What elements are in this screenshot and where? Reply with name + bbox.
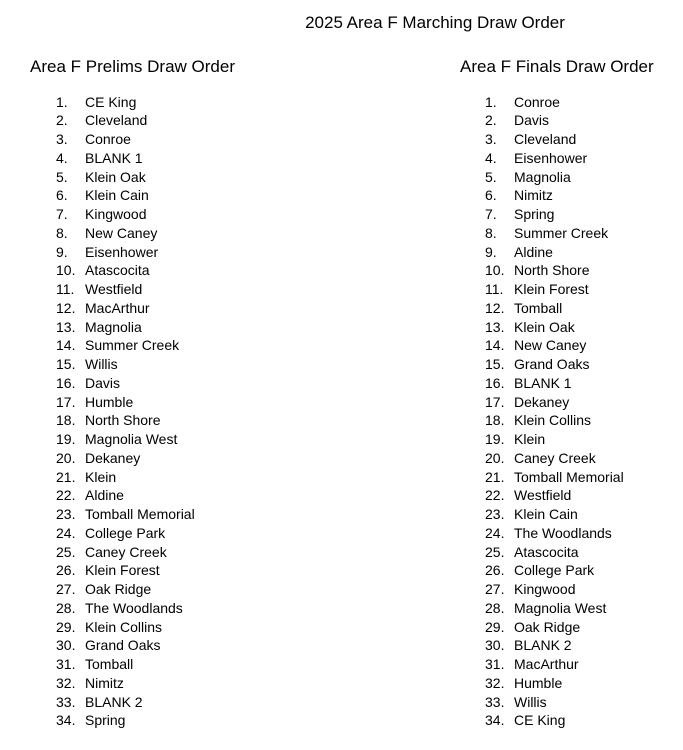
row-number: 21.	[485, 468, 505, 485]
school-name: Atascocita	[514, 543, 579, 560]
school-name: Tomball Memorial	[85, 506, 195, 522]
draw-order-row	[485, 486, 624, 505]
school-name: Westfield	[514, 487, 572, 504]
school-name: Humble	[514, 674, 563, 691]
draw-order-row	[56, 618, 195, 637]
school-name: Spring	[514, 206, 555, 222]
school-name: Klein Collins	[514, 412, 592, 429]
draw-order-row	[485, 318, 624, 337]
draw-order-row	[56, 280, 195, 299]
row-number: 33.	[485, 693, 505, 710]
row-number: 22.	[56, 487, 76, 504]
row-number: 17.	[485, 393, 505, 410]
row-number: 1.	[56, 93, 68, 110]
school-name: College Park	[514, 562, 595, 579]
draw-order-row	[56, 468, 195, 487]
finals-draw-list	[485, 93, 624, 731]
row-number: 34.	[56, 712, 76, 729]
draw-order-row	[56, 655, 195, 674]
draw-order-row	[56, 524, 195, 543]
school-name: Summer Creek	[514, 224, 609, 241]
row-number: 27.	[485, 581, 505, 597]
row-number: 33.	[56, 693, 76, 710]
school-name: New Caney	[85, 224, 158, 241]
school-name: Magnolia West	[514, 599, 607, 616]
school-name: Oak Ridge	[514, 618, 581, 635]
school-name: Cleveland	[514, 131, 577, 147]
row-number: 13.	[56, 318, 76, 335]
draw-order-row	[485, 543, 624, 562]
row-number: 22.	[485, 487, 505, 504]
row-number: 11.	[485, 281, 504, 297]
row-number: 21.	[56, 468, 76, 485]
draw-order-row	[56, 561, 195, 580]
draw-order-row	[485, 374, 624, 393]
row-number: 9.	[485, 243, 497, 260]
row-number: 26.	[56, 562, 76, 579]
row-number: 2.	[56, 112, 68, 129]
prelims-draw-list	[56, 93, 195, 731]
school-name: Caney Creek	[85, 543, 167, 560]
row-number: 10.	[485, 262, 505, 279]
school-name: Grand Oaks	[514, 356, 590, 372]
row-number: 3.	[56, 131, 68, 147]
draw-order-row	[56, 393, 195, 412]
school-name: Summer Creek	[85, 337, 180, 354]
row-number: 5.	[56, 168, 68, 185]
row-number: 11.	[56, 281, 75, 297]
row-number: 15.	[485, 356, 505, 372]
school-name: Willis	[85, 356, 118, 372]
school-name: MacArthur	[514, 656, 579, 672]
school-name: Magnolia West	[85, 431, 178, 447]
draw-order-row	[56, 318, 195, 337]
school-name: Eisenhower	[85, 243, 159, 260]
draw-order-row	[56, 430, 195, 449]
row-number: 9.	[56, 243, 68, 260]
school-name: Dekaney	[85, 449, 141, 466]
draw-order-row	[485, 505, 624, 524]
school-name: CE King	[514, 712, 566, 729]
draw-order-row	[485, 711, 624, 730]
row-number: 29.	[485, 618, 505, 635]
draw-order-row	[485, 524, 624, 543]
school-name: Oak Ridge	[85, 581, 152, 597]
draw-order-row	[56, 505, 195, 524]
row-number: 16.	[485, 374, 505, 391]
draw-order-row	[56, 111, 195, 130]
draw-order-row	[56, 411, 195, 430]
draw-order-row	[485, 449, 624, 468]
draw-order-row	[56, 674, 195, 693]
draw-order-row	[56, 130, 195, 149]
row-number: 5.	[485, 168, 497, 185]
row-number: 31.	[485, 656, 505, 672]
row-number: 6.	[485, 187, 497, 204]
school-name: The Woodlands	[85, 599, 183, 616]
school-name: College Park	[85, 524, 166, 541]
school-name: CE King	[85, 93, 137, 110]
school-name: Kingwood	[514, 581, 576, 597]
row-number: 18.	[56, 412, 76, 429]
row-number: 4.	[56, 149, 68, 166]
school-name: Nimitz	[514, 187, 553, 204]
draw-order-row	[485, 205, 624, 224]
draw-order-row	[56, 580, 195, 599]
draw-order-row	[485, 693, 624, 712]
draw-order-row	[56, 599, 195, 618]
row-number: 7.	[56, 206, 68, 222]
row-number: 16.	[56, 374, 76, 391]
row-number: 4.	[485, 149, 497, 166]
row-number: 18.	[485, 412, 505, 429]
draw-order-row	[56, 449, 195, 468]
school-name: BLANK 1	[514, 374, 572, 391]
row-number: 30.	[56, 637, 76, 654]
draw-order-row	[485, 111, 624, 130]
school-name: Klein	[85, 468, 117, 485]
school-name: Klein Cain	[514, 506, 578, 522]
draw-order-row	[56, 693, 195, 712]
school-name: MacArthur	[85, 299, 150, 316]
prelims-heading: Area F Prelims Draw Order	[30, 57, 235, 76]
school-name: Westfield	[85, 281, 143, 297]
school-name: Davis	[514, 112, 550, 129]
draw-order-row	[485, 655, 624, 674]
draw-order-row	[485, 674, 624, 693]
row-number: 27.	[56, 581, 76, 597]
school-name: Spring	[85, 712, 126, 729]
document-title: 2025 Area F Marching Draw Order	[305, 13, 565, 32]
draw-order-row	[56, 205, 195, 224]
row-number: 2.	[485, 112, 497, 129]
row-number: 29.	[56, 618, 76, 635]
row-number: 28.	[56, 599, 76, 616]
draw-order-row	[485, 411, 624, 430]
school-name: Klein Collins	[85, 618, 163, 635]
row-number: 32.	[56, 674, 76, 691]
row-number: 20.	[56, 449, 76, 466]
draw-order-row	[56, 243, 195, 262]
school-name: Grand Oaks	[85, 637, 161, 654]
school-name: Caney Creek	[514, 449, 596, 466]
draw-order-row	[485, 618, 624, 637]
row-number: 23.	[485, 506, 505, 522]
draw-order-row	[485, 168, 624, 187]
draw-order-row	[485, 336, 624, 355]
draw-order-row	[485, 93, 624, 112]
row-number: 13.	[485, 318, 505, 335]
draw-order-row	[56, 486, 195, 505]
draw-order-row	[56, 374, 195, 393]
row-number: 23.	[56, 506, 76, 522]
row-number: 26.	[485, 562, 505, 579]
school-name: Aldine	[514, 243, 553, 260]
draw-order-row	[485, 393, 624, 412]
school-name: Tomball	[514, 299, 563, 316]
row-number: 12.	[485, 299, 505, 316]
draw-order-row	[485, 430, 624, 449]
row-number: 8.	[56, 224, 68, 241]
school-name: Klein Oak	[85, 168, 146, 185]
draw-order-row	[485, 299, 624, 318]
draw-order-row	[56, 711, 195, 730]
school-name: Klein Forest	[85, 562, 160, 579]
row-number: 14.	[56, 337, 76, 354]
school-name: Tomball Memorial	[514, 468, 624, 485]
draw-order-row	[56, 93, 195, 112]
school-name: Magnolia	[514, 168, 571, 185]
draw-order-row	[485, 186, 624, 205]
school-name: Kingwood	[85, 206, 147, 222]
school-name: Humble	[85, 393, 134, 410]
draw-order-row	[56, 149, 195, 168]
row-number: 1.	[485, 93, 497, 110]
school-name: Magnolia	[85, 318, 142, 335]
school-name: New Caney	[514, 337, 587, 354]
school-name: North Shore	[85, 412, 161, 429]
row-number: 6.	[56, 187, 68, 204]
row-number: 15.	[56, 356, 76, 372]
draw-order-row	[56, 336, 195, 355]
draw-order-row	[485, 580, 624, 599]
row-number: 17.	[56, 393, 76, 410]
row-number: 25.	[485, 543, 505, 560]
draw-order-row	[56, 168, 195, 187]
row-number: 31.	[56, 656, 76, 672]
school-name: Conroe	[85, 131, 131, 147]
row-number: 20.	[485, 449, 505, 466]
row-number: 3.	[485, 131, 497, 147]
draw-order-row	[485, 224, 624, 243]
row-number: 19.	[56, 431, 76, 447]
school-name: BLANK 2	[85, 693, 143, 710]
school-name: Davis	[85, 374, 121, 391]
draw-order-row	[56, 224, 195, 243]
school-name: Nimitz	[85, 674, 124, 691]
row-number: 8.	[485, 224, 497, 241]
row-number: 12.	[56, 299, 76, 316]
draw-order-row	[485, 561, 624, 580]
draw-order-row	[485, 243, 624, 262]
row-number: 7.	[485, 206, 497, 222]
draw-order-row	[56, 543, 195, 562]
draw-order-row	[485, 149, 624, 168]
school-name: Klein Cain	[85, 187, 149, 204]
school-name: Klein Oak	[514, 318, 575, 335]
school-name: Eisenhower	[514, 149, 588, 166]
row-number: 24.	[485, 524, 505, 541]
row-number: 28.	[485, 599, 505, 616]
school-name: Conroe	[514, 93, 560, 110]
draw-order-row	[56, 636, 195, 655]
school-name: North Shore	[514, 262, 590, 279]
draw-order-row	[485, 355, 624, 374]
draw-order-row	[485, 280, 624, 299]
draw-order-row	[56, 355, 195, 374]
school-name: The Woodlands	[514, 524, 612, 541]
school-name: Aldine	[85, 487, 124, 504]
row-number: 34.	[485, 712, 505, 729]
row-number: 24.	[56, 524, 76, 541]
row-number: 30.	[485, 637, 505, 654]
school-name: BLANK 1	[85, 149, 143, 166]
row-number: 14.	[485, 337, 505, 354]
row-number: 10.	[56, 262, 76, 279]
row-number: 25.	[56, 543, 76, 560]
school-name: Tomball	[85, 656, 134, 672]
row-number: 19.	[485, 431, 505, 447]
row-number: 32.	[485, 674, 505, 691]
finals-heading: Area F Finals Draw Order	[460, 57, 654, 76]
school-name: Willis	[514, 693, 547, 710]
school-name: Dekaney	[514, 393, 570, 410]
school-name: Atascocita	[85, 262, 150, 279]
draw-order-row	[56, 186, 195, 205]
school-name: Cleveland	[85, 112, 148, 129]
draw-order-row	[485, 468, 624, 487]
draw-order-row	[56, 261, 195, 280]
draw-order-row	[485, 636, 624, 655]
draw-order-row	[485, 130, 624, 149]
draw-order-row	[56, 299, 195, 318]
school-name: Klein	[514, 431, 546, 447]
draw-order-row	[485, 599, 624, 618]
school-name: Klein Forest	[514, 281, 589, 297]
draw-order-row	[485, 261, 624, 280]
school-name: BLANK 2	[514, 637, 572, 654]
